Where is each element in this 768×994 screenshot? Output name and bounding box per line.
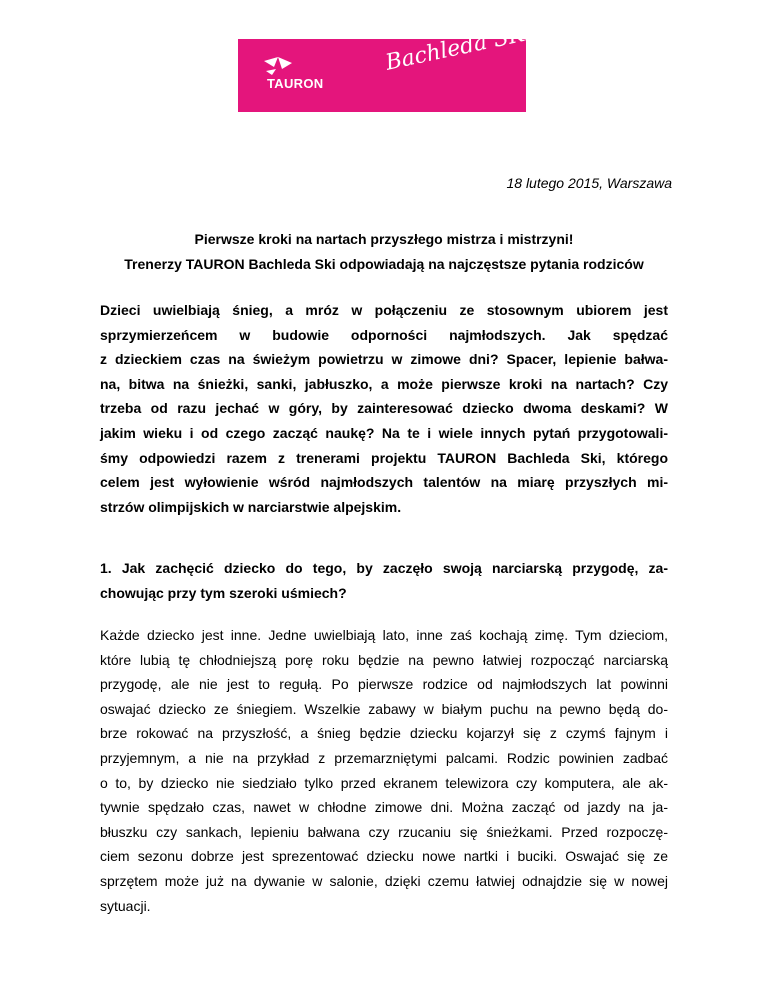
answer-line: przyjemnym, a nie na przykład z przemarzniętymi palcami. Rodzic powinien zadbać: [100, 749, 668, 766]
answer-line: o to, by dziecko nie siedziało tylko przed ekranem telewizora czy komputera, ale ak-: [100, 774, 668, 791]
lead-line: z dzieckiem czas na świeżym powietrzu w zimowe dni? Spacer, lepienie bałwa-: [100, 351, 668, 368]
question-1: [100, 556, 668, 605]
lead-line: trzeba od razu jechać w góry, by zainteresować dziecko dwoma deskami? W: [100, 400, 668, 417]
answer-line: sytuacji.: [100, 897, 151, 914]
title-line-2: Trenerzy TAURON Bachleda Ski odpowiadają na najczęstsze pytania rodziców: [124, 256, 644, 272]
answer-line: oswajać dziecko ze śniegiem. Wszelkie zabawy w białym puchu na pewno będą do-: [100, 700, 668, 717]
answer-line: tywnie spędzało czas, nawet w chłodne zimowe dni. Można zacząć od jazdy na ja-: [100, 799, 668, 816]
company-name: TAURON: [267, 76, 324, 91]
question-line: 1. Jak zachęcić dziecko do tego, by zaczęło swoją narciarską przygodę, za-: [100, 560, 668, 576]
lead-line: na, bitwa na śnieżki, sanki, jabłuszko, a może pierwsze kroki na nartach? Czy: [100, 375, 668, 392]
header-banner: [238, 20, 536, 112]
question-line: chowując przy tym szeroki uśmiech?: [100, 584, 347, 601]
lead-line: sprzymierzeńcem w budowie odporności najmłodszych. Jak spędzać: [100, 326, 668, 343]
lead-line: jakim wieku i od czego zacząć naukę? Na te i wiele innych pytań przygotowali-: [100, 424, 668, 441]
answer-line: sprzętem może już na dywanie w salonie, dzięki czemu łatwiej odnajdzie się w nowej: [100, 872, 668, 889]
dateline: 18 lutego 2015, Warszawa: [506, 175, 672, 191]
lead-paragraph: [100, 298, 668, 519]
title-line-1: Pierwsze kroki na nartach przyszłego mistrza i mistrzyni!: [194, 231, 574, 247]
brand-name: Bachleda SKI: [383, 20, 536, 76]
answer-line: przygodę, ale nie jest to regułą. Po pierwsze rodzice od najmłodszych lat powinni: [100, 676, 668, 693]
answer-1: [100, 623, 668, 918]
answer-line: błuszku czy sankach, lepieniu bałwana czy rzucaniu się śnieżkami. Przed rozpoczę-: [100, 823, 668, 840]
answer-line: ciem sezonu dobrze jest sprezentować dziecku nowe nartki i buciki. Oswajać się ze: [100, 848, 668, 865]
lead-line: celem jest wyłowienie wśród najmłodszych talentów na miarę przyszłych mi-: [100, 474, 668, 491]
answer-line: Każde dziecko jest inne. Jedne uwielbiają lato, inne zaś kochają zimę. Tym dzieciom,: [100, 627, 668, 643]
lead-line: śmy odpowiedzi razem z trenerami projektu TAURON Bachleda Ski, którego: [100, 449, 668, 466]
lead-line: Dzieci uwielbiają śnieg, a mróz w połączeniu ze stosownym ubiorem jest: [100, 302, 668, 318]
answer-line: brze rokować na przyszłość, a śnieg będzie dziecku kojarzył się z czymś fajnym i: [100, 725, 668, 742]
answer-line: które lubią tę chłodniejszą porę roku będzie na pewno łatwiej rozpocząć narciarską: [100, 651, 668, 668]
lead-line: strzów olimpijskich w narciarstwie alpejskim.: [100, 498, 402, 515]
